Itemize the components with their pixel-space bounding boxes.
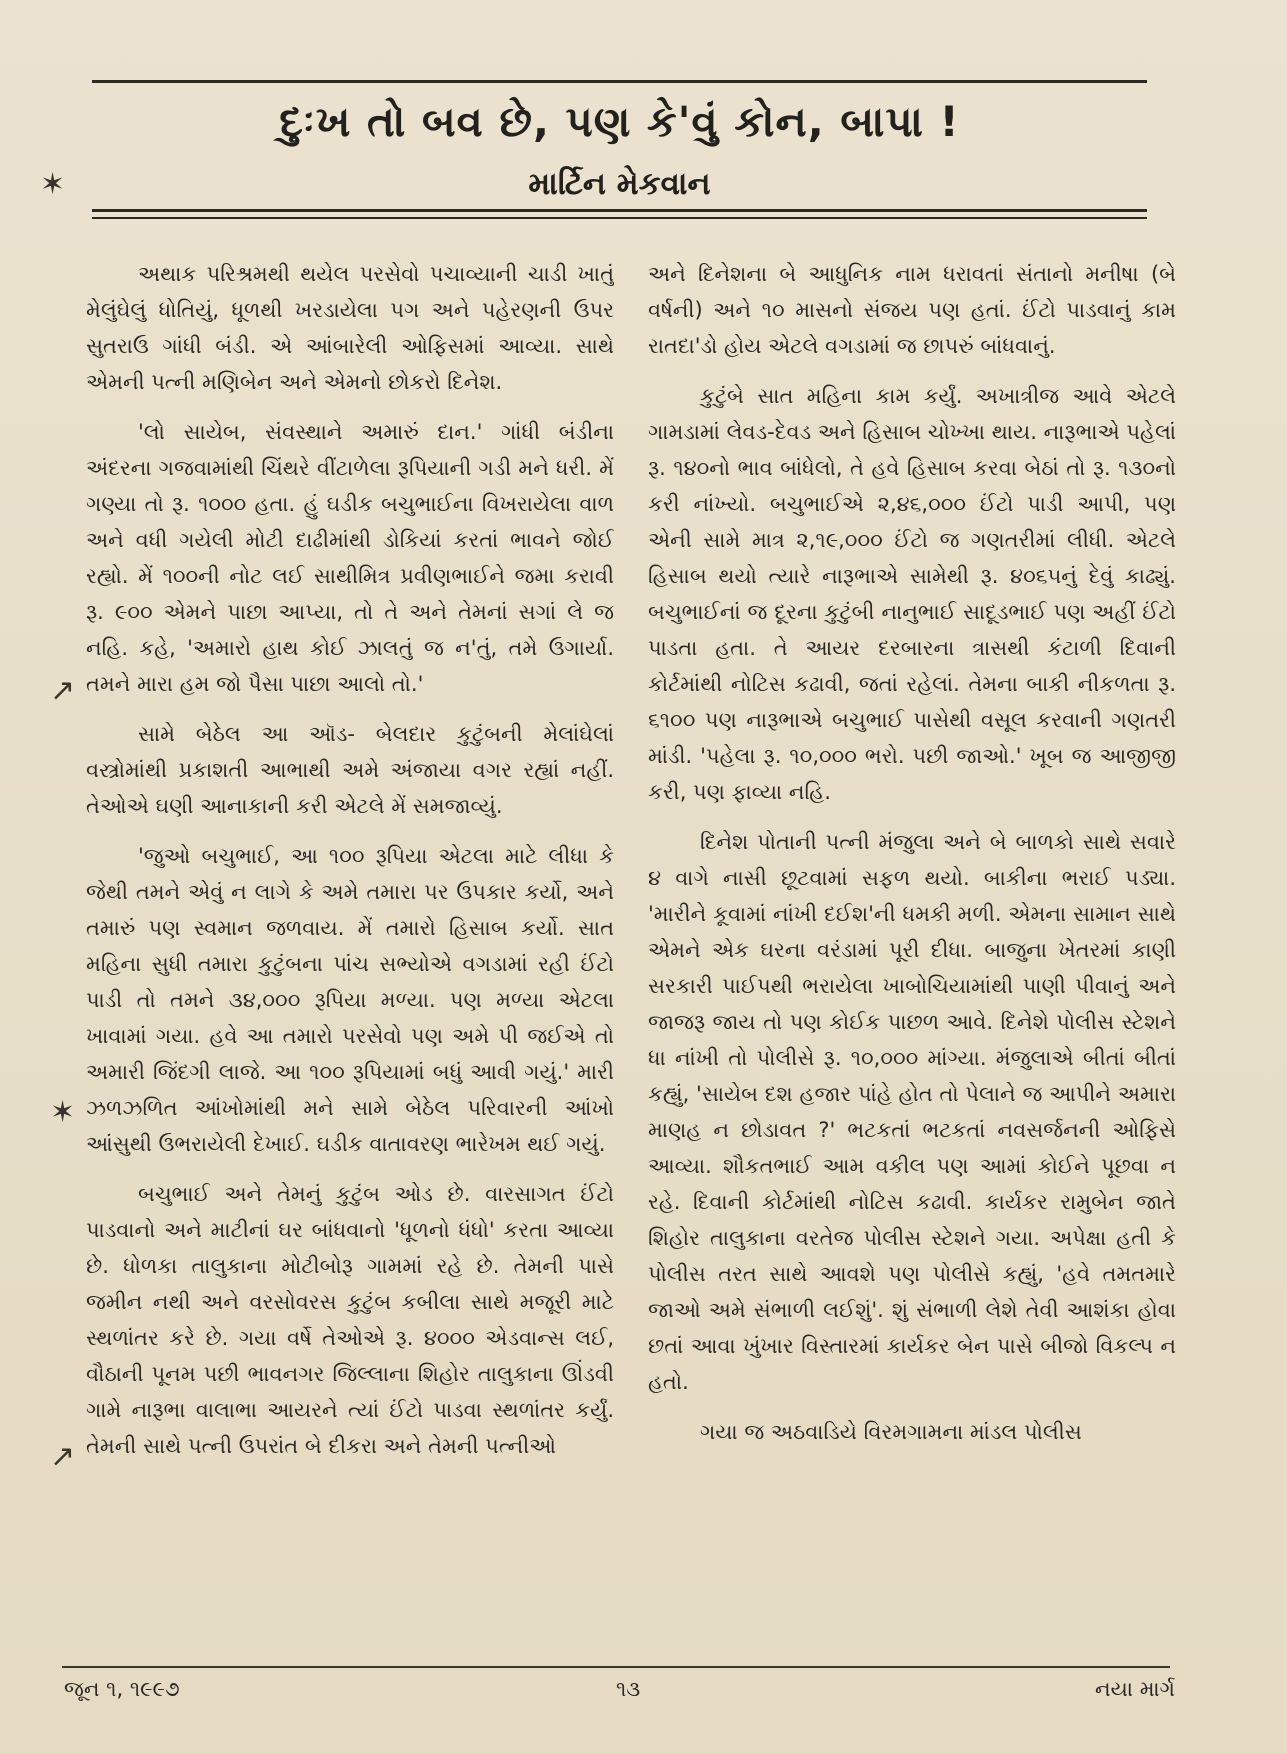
right-column (648, 256, 1176, 1652)
paragraph-continued: અને દિનેશના બે આધુનિક નામ ધરાવતાં સંતાનો મનીષા (બે વર્ષની) અને ૧૦ માસનો સંજય પણ હતાં. ઈંટો પાડવાનું કામ રાતદા'ડો હોય એટલે વગડામાં જ છાપરું બાંધવાનું. (648, 262, 1176, 358)
footer-page-number: ૧૩ (616, 1677, 641, 1701)
paragraph: ગયા જ અઠવાડિયે વિરમગામના માંડલ પોલીસ (700, 1420, 1082, 1444)
header-rule (92, 209, 1147, 212)
paragraph: સામે બેઠેલ આ ઑડ- બેલદાર કુટુંબની મેલાંઘેલાં વસ્ત્રોમાંથી પ્રકાશતી આભાથી અમે અંજાયા વગર રહ્યાં નહીં. તેઓએ ઘણી આનાકાની કરી એટલે મેં સમજાવ્યું. (86, 722, 614, 818)
margin-mark-icon: ↗ (50, 1439, 76, 1474)
paragraph: કુટુંબે સાત મહિના કામ કર્યું. અખાત્રીજ આવે એટલે ગામડામાં લેવડ-દેવડ અને હિસાબ ચોખ્ખા થાય. નારૂભાએ પહેલાં રૂ. ૧૪૦નો ભાવ બાંધેલો, તે હવે હિસાબ કરવા બેઠાં તો રૂ. ૧૩૦નો કરી નાંખ્યો. બચુભાઈએ ૨,૪૬,૦૦૦ ઈંટો પાડી આપી, પણ એની સામે માત્ર ૨,૧૯,૦૦૦ ઈંટો જ ગણતરીમાં લીધી. એટલે હિસાબ થયો ત્યારે નારૂભાએ સામેથી રૂ. ૪૦૬૫નું દેવું કાઢ્યું. બચુભાઈનાં જ દૂરના કુટુંબી નાનુભાઈ સાદૂડભાઈ પણ અહીં ઈંટો પાડતા હતા. તે આયર દરબારના ત્રાસથી કંટાળી દિવાની કોર્ટમાંથી નોટિસ કઢાવી, જતાં રહેલાં. તેમના બાકી નીકળતા રૂ. ૬૧૦૦ પણ નારૂભાએ બચુભાઈ પાસેથી વસૂલ કરવાની ગણતરી માંડી. 'પહેલા રૂ. ૧૦,૦૦૦ ભરો. પછી જાઓ.' ખૂબ જ આજીજી કરી, પણ ફાવ્યા નહિ. (648, 384, 1176, 804)
paragraph: બચુભાઈ અને તેમનું કુટુંબ ઓડ છે. વારસાગત ઈંટો પાડવાનો અને માટીનાં ઘર બાંધવાનો 'ધૂળનો ધંધો' કરતા આવ્યા છે. ધોળકા તાલુકાના મોટીબોરૂ ગામમાં રહે છે. તેમની પાસે જમીન નથી અને વરસોવરસ કુટુંબ કબીલા સાથે મજૂરી માટે સ્થળાંતર કરે છે. ગયા વર્ષે તેઓએ રૂ. ૪૦૦૦ એડવાન્સ લઈ, વૌઠાની પૂનમ પછી ભાવનગર જિલ્લાના શિહોર તાલુકાના ઊંડવી ગામે નારૂભા વાલાભા આયરને ત્યાં ઈંટો પાડવા સ્થળાંતર કર્યું. તેમની સાથે પત્ની ઉપરાંત બે દીકરા અને તેમની પત્નીઓ (86, 1182, 614, 1458)
paragraph: 'લો સાયેબ, સંવસ્થાને અમારું દાન.' ગાંધી બંડીના અંદરના ગજવામાંથી ચિંથરે વીંટાળેલા રૂપિયાની ગડી મને ધરી. મેં ગણ્યા તો રૂ. ૧૦૦૦ હતા. હું ઘડીક બચુભાઈના વિખરાયેલા વાળ અને વધી ગયેલી મોટી દાઢીમાંથી ડોકિયાં કરતાં ભાવને જોઈ રહ્યો. મેં ૧૦૦ની નોટ લઈ સાથીમિત્ર પ્રવીણભાઈને જમા કરાવી રૂ. ૯૦૦ એમને પાછા આપ્યા, તો તે અને તેમનાં સગાં લે જ નહિ. કહે, 'અમારો હાથ કોઈ ઝાલતું જ ન'તું, તમે ઉગાર્યા. તમને મારા હમ જો પૈસા પાછા આલો તો.' (86, 420, 614, 696)
paragraph: દિનેશ પોતાની પત્ની મંજુલા અને બે બાળકો સાથે સવારે ૪ વાગે નાસી છૂટવામાં સફળ થયો. બાકીના ભરાઈ પડ્યા. 'મારીને કૂવામાં નાંખી દઈશ'ની ધમકી મળી. એમના સામાન સાથે એમને એક ઘરના વરંડામાં પૂરી દીધા. બાજુના ખેતરમાં કાણી સરકારી પાઈપથી ભરાયેલા ખાબોચિયામાંથી પાણી પીવાનું અને જાજરૂ જાય તો પણ કોઈક પાછળ આવે. દિનેશે પોલીસ સ્ટેશને ધા નાંખી તો પોલીસે રૂ. ૧૦,૦૦૦ માંગ્યા. મંજુલાએ બીતાં બીતાં કહ્યું, 'સાયેબ દશ હજાર પાંહે હોત તો પેલાને જ આપીને અમારા માણહ ન છોડાવત ?' ભટકતાં ભટકતાં નવસર્જનની ઓફિસે આવ્યા. શૌકતભાઈ આમ વકીલ પણ આમાં કોઈને પૂછવા ન રહે. દિવાની કોર્ટમાંથી નોટિસ કઢાવી. કાર્યકર રામુબેન જાતે શિહોર તાલુકાના વરતેજ પોલીસ સ્ટેશને ગયા. અપેક્ષા હતી કે પોલીસ તરત સાથે આવશે પણ પોલીસે કહ્યું, 'હવે તમતમારે જાઓ અમે સંભાળી લઈશું'. શું સંભાળી લેશે તેવી આશંકા હોવા છતાં આવા ખુંખાર વિસ્તારમાં કાર્યકર બેન પાસે બીજો વિકલ્પ ન હતો. (648, 830, 1176, 1394)
top-rule (92, 80, 1147, 83)
article-author: માર્ટિન મેકવાન (528, 166, 711, 202)
left-column (86, 256, 614, 1652)
margin-mark-icon: ✶ (40, 167, 66, 202)
margin-mark-icon: ↗ (50, 673, 76, 708)
footer-publication: નયા માર્ગ (1095, 1677, 1175, 1701)
header-rule-thin (92, 217, 1147, 219)
footer-date: જૂન ૧, ૧૯૯૭ (64, 1677, 180, 1701)
article-title: દુઃખ તો બવ છે, પણ કે'વું કોન, બાપા ! (279, 97, 960, 146)
paragraph: અથાક પરિશ્રમથી થયેલ પરસેવો પચાવ્યાની ચાડી ખાતું મેલુંઘેલું ધોતિયું, ધૂળથી ખરડાયેલા પગ અને પહેરણની ઉપર સુતરાઉ ગાંધી બંડી. એ આંબારેલી ઓફિસમાં આવ્યા. સાથે એમની પત્ની મણિબેન અને એમનો છોકરો દિનેશ. (86, 262, 614, 394)
footer-rule (62, 1666, 1170, 1668)
margin-mark-icon: ✶ (50, 1095, 76, 1130)
paragraph: 'જુઓ બચુભાઈ, આ ૧૦૦ રૂપિયા એટલા માટે લીધા કે જેથી તમને એવું ન લાગે કે અમે તમારા પર ઉપકાર કર્યો, અને તમારું પણ સ્વમાન જળવાય. મેં તમારો હિસાબ કર્યો. સાત મહિના સુધી તમારા કુટુંબના પાંચ સભ્યોએ વગડામાં રહી ઈંટો પાડી તો તમને ૩૪,૦૦૦ રૂપિયા મળ્યા. પણ મળ્યા એટલા ખાવામાં ગયા. હવે આ તમારો પરસેવો પણ અમે પી જઈએ તો અમારી જિંદગી લાજે. આ ૧૦૦ રૂપિયામાં બધું આવી ગયું.' મારી ઝળઝળિત આંખોમાંથી મને સામે બેઠેલ પરિવારની આંખો આંસુથી ઉભરાયેલી દેખાઈ. ઘડીક વાતાવરણ ભારેખમ થઈ ગયું. (86, 844, 614, 1156)
